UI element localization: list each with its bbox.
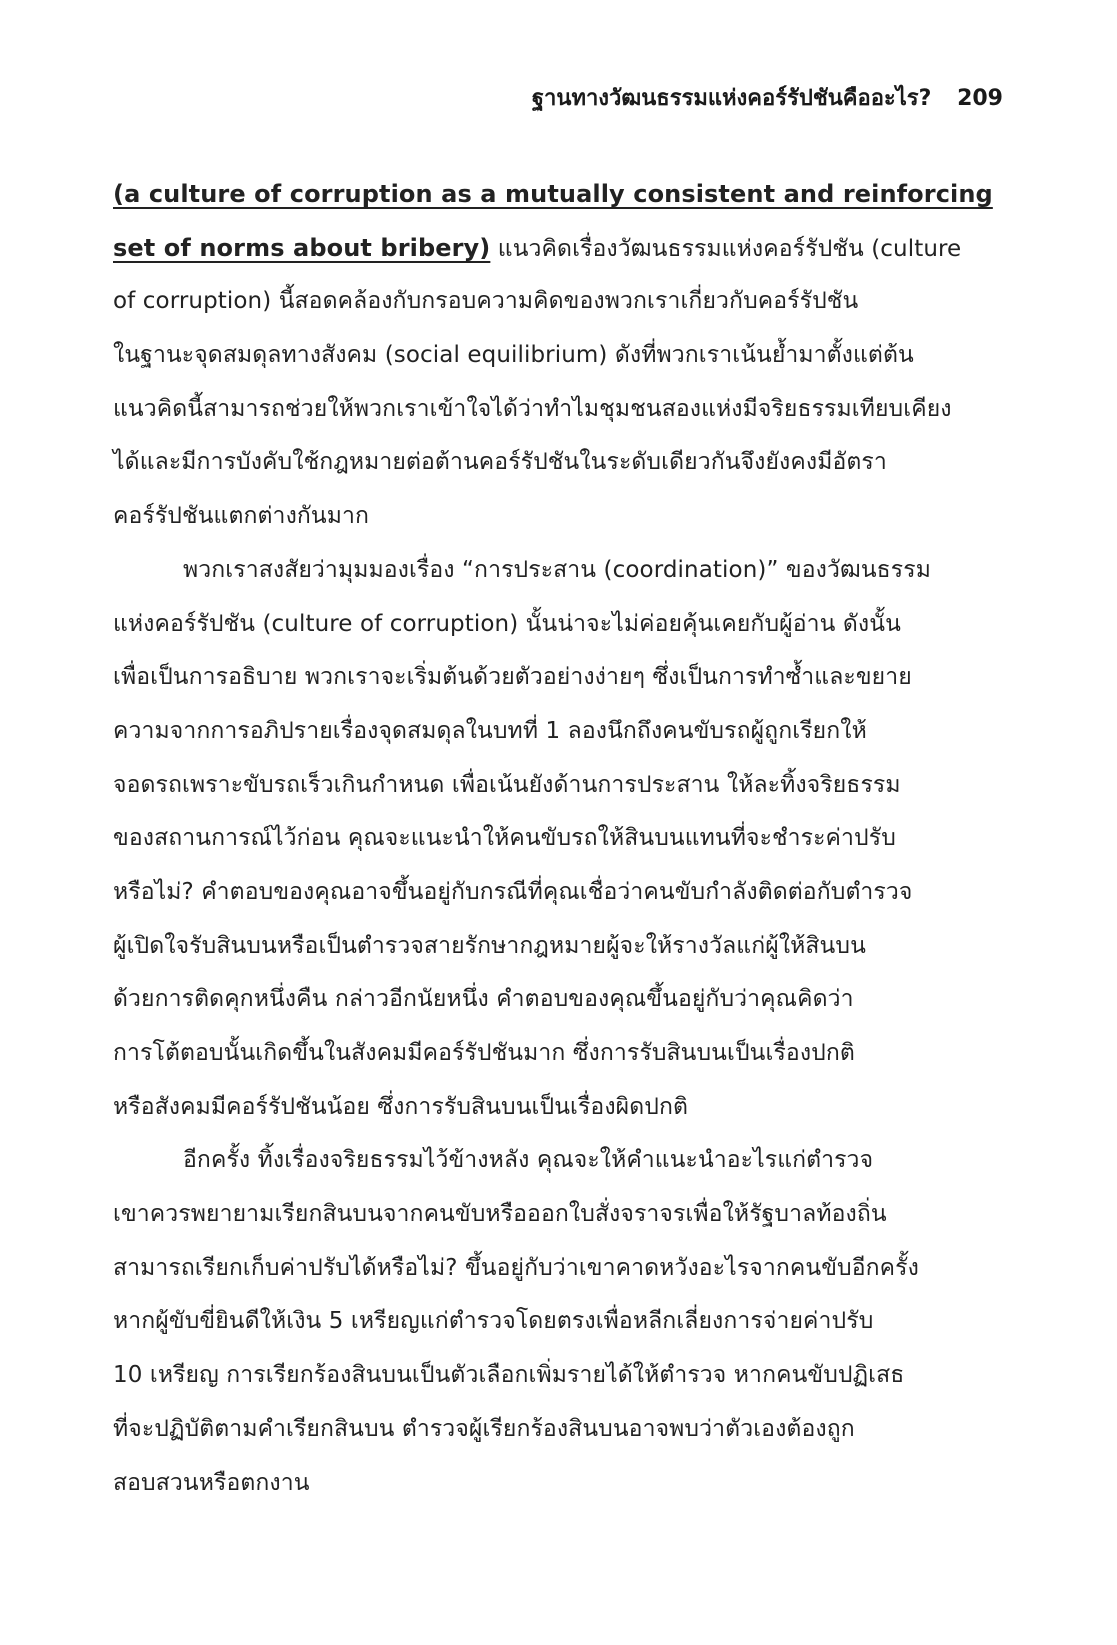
text-line [113, 544, 1008, 598]
line-text: ในฐานะจุดสมดุลทางสังคม (social equilibrium) ดังที่พวกเราเน้นย้ำมาตั้งแต่ต้น [113, 342, 914, 369]
text-line [113, 1188, 1008, 1242]
underlined-phrase: set of norms about bribery) [113, 233, 491, 262]
text-line [113, 705, 1008, 759]
text-line [113, 759, 1008, 813]
text-line [113, 490, 1008, 544]
text-line [113, 812, 1008, 866]
text-line [113, 1027, 1008, 1081]
page-number: 209 [957, 86, 1003, 111]
line-text: ได้และมีการบังคับใช้กฎหมายต่อต้านคอร์รัปชันในระดับเดียวกันจึงยังคงมีอัตรา [113, 449, 887, 476]
body-text [113, 168, 1008, 1510]
running-header [532, 80, 1003, 115]
text-line [113, 651, 1008, 705]
text-line [113, 1134, 1008, 1188]
line-text: แห่งคอร์รัปชัน (culture of corruption) นั้นน่าจะไม่ค่อยคุ้นเคยกับผู้อ่าน ดังนั้น [113, 610, 901, 637]
line-text: สามารถเรียกเก็บค่าปรับได้หรือไม่? ขึ้นอยู่กับว่าเขาคาดหวังอะไรจากคนขับอีกครั้ง [113, 1254, 919, 1281]
text-line [113, 222, 1008, 276]
line-text: สอบสวนหรือตกงาน [113, 1469, 310, 1496]
line-text: แนวคิดเรื่องวัฒนธรรมแห่งคอร์รัปชัน (culture [490, 235, 962, 262]
line-text: เพื่อเป็นการอธิบาย พวกเราจะเริ่มต้นด้วยตัวอย่างง่ายๆ ซึ่งเป็นการทำซ้ำและขยาย [113, 664, 912, 691]
line-text: หรือไม่? คำตอบของคุณอาจขึ้นอยู่กับกรณีที่คุณเชื่อว่าคนขับกำลังติดต่อกับตำรวจ [113, 878, 913, 905]
line-text: จอดรถเพราะขับรถเร็วเกินกำหนด เพื่อเน้นยังด้านการประสาน ให้ละทิ้งจริยธรรม [113, 771, 901, 798]
text-line [113, 1349, 1008, 1403]
text-line [113, 973, 1008, 1027]
line-text: ความจากการอภิปรายเรื่องจุดสมดุลในบทที่ 1 ลองนึกถึงคนขับรถผู้ถูกเรียกให้ [113, 717, 867, 744]
line-text: หรือสังคมมีคอร์รัปชันน้อย ซึ่งการรับสินบนเป็นเรื่องผิดปกติ [113, 1093, 689, 1120]
line-text: ที่จะปฏิบัติตามคำเรียกสินบน ตำรวจผู้เรียกร้องสินบนอาจพบว่าตัวเองต้องถูก [113, 1415, 855, 1442]
line-text: คอร์รัปชันแตกต่างกันมาก [113, 503, 370, 530]
text-line [113, 383, 1008, 437]
text-line [113, 1403, 1008, 1457]
line-text: การโต้ตอบนั้นเกิดขึ้นในสังคมมีคอร์รัปชันมาก ซึ่งการรับสินบนเป็นเรื่องปกติ [113, 1040, 855, 1066]
line-text: เขาควรพยายามเรียกสินบนจากคนขับหรือออกใบสั่งจราจรเพื่อให้รัฐบาลท้องถิ่น [113, 1201, 887, 1228]
line-text: ผู้เปิดใจรับสินบนหรือเป็นตำรวจสายรักษากฎหมายผู้จะให้รางวัลแก่ผู้ให้สินบน [113, 932, 866, 959]
text-line [113, 920, 1008, 974]
text-line [113, 1295, 1008, 1349]
text-line [113, 436, 1008, 490]
text-line [113, 1457, 1008, 1511]
text-line [113, 275, 1008, 329]
underlined-phrase: (a culture of corruption as a mutually consistent and reinforcing [113, 180, 993, 208]
line-text: of corruption) นี้สอดคล้องกับกรอบความคิดของพวกเราเกี่ยวกับคอร์รัปชัน [113, 288, 859, 315]
text-line [113, 168, 1008, 222]
text-line [113, 598, 1008, 652]
line-text: อีกครั้ง ทิ้งเรื่องจริยธรรมไว้ข้างหลัง คุณจะให้คำแนะนำอะไรแก่ตำรวจ [183, 1147, 874, 1174]
chapter-title: ฐานทางวัฒนธรรมแห่งคอร์รัปชันคืออะไร? [531, 86, 932, 111]
text-line [113, 1242, 1008, 1296]
line-text: แนวคิดนี้สามารถช่วยให้พวกเราเข้าใจได้ว่าทำไมชุมชนสองแห่งมีจริยธรรมเทียบเคียง [113, 395, 952, 422]
line-text: หากผู้ขับขี่ยินดีให้เงิน 5 เหรียญแก่ตำรวจโดยตรงเพื่อหลีกเลี่ยงการจ่ายค่าปรับ [113, 1308, 874, 1335]
line-text: ของสถานการณ์ไว้ก่อน คุณจะแนะนำให้คนขับรถให้สินบนแทนที่จะชำระค่าปรับ [113, 825, 896, 852]
text-line [113, 1081, 1008, 1135]
line-text: พวกเราสงสัยว่ามุมมองเรื่อง “การประสาน (coordination)” ของวัฒนธรรม [183, 556, 931, 583]
line-text: ด้วยการติดคุกหนึ่งคืน กล่าวอีกนัยหนึ่ง คำตอบของคุณขึ้นอยู่กับว่าคุณคิดว่า [113, 986, 854, 1013]
text-line [113, 329, 1008, 383]
text-line [113, 866, 1008, 920]
line-text: 10 เหรียญ การเรียกร้องสินบนเป็นตัวเลือกเพิ่มรายได้ให้ตำรวจ หากคนขับปฏิเสธ [113, 1362, 905, 1389]
